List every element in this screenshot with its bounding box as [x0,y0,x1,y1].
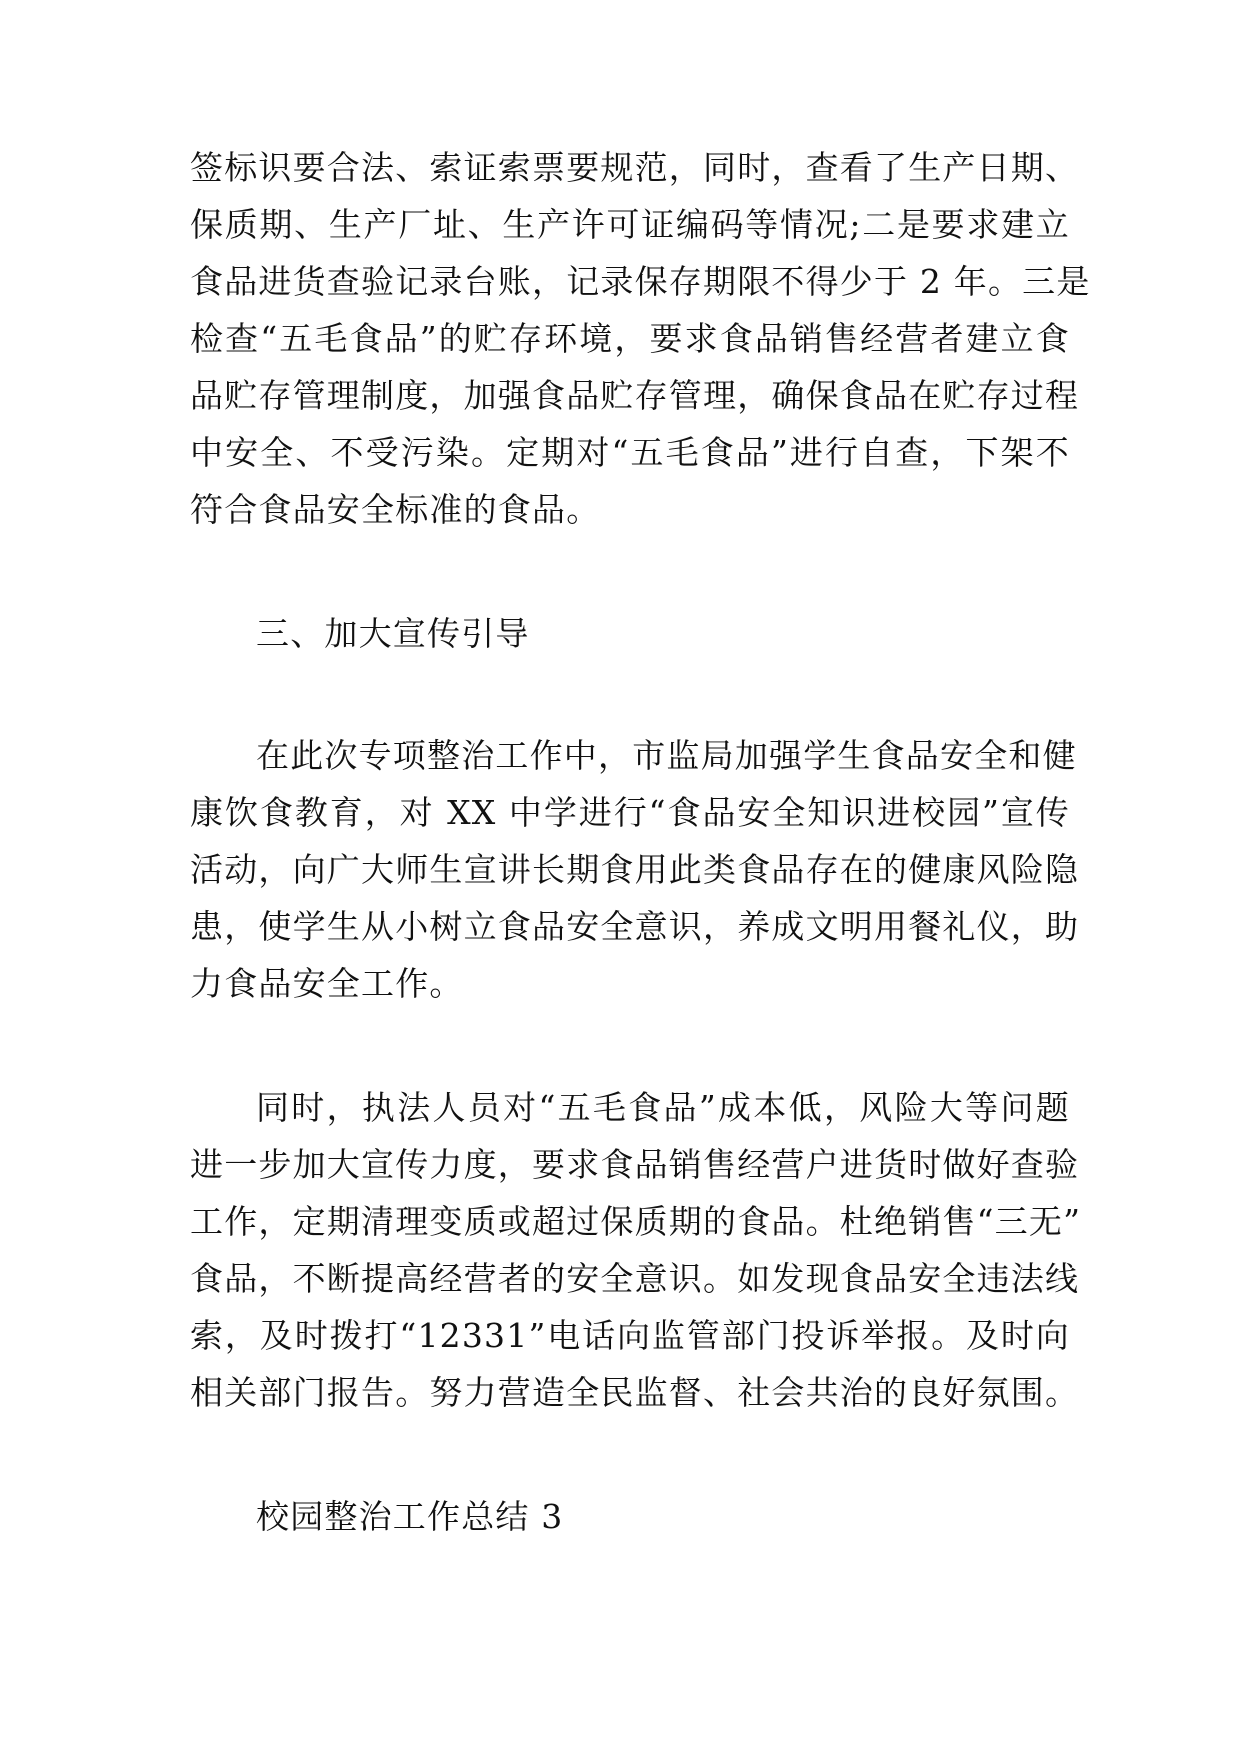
paragraph-2-line-2: 康饮食教育，对 XX 中学进行“食品安全知识进校园”宣传 [190,793,1070,832]
paragraph-3-line-6: 相关部门报告。努力营造全民监督、社会共治的良好氛围。 [190,1373,1080,1412]
paragraph-2-line-4: 患，使学生从小树立食品安全意识，养成文明用餐礼仪，助 [190,907,1080,946]
paragraph-1-line-7: 符合食品安全标准的食品。 [190,490,601,529]
paragraph-1-line-4: 检查“五毛食品”的贮存环境，要求食品销售经营者建立食 [190,319,1070,358]
paragraph-1-line-6: 中安全、不受污染。定期对“五毛食品”进行自查，下架不 [190,433,1070,472]
paragraph-3-line-2: 进一步加大宣传力度，要求食品销售经营户进货时做好查验 [190,1145,1080,1184]
paragraph-2-line-1: 在此次专项整治工作中，市监局加强学生食品安全和健 [256,736,1077,775]
paragraph-3-line-5: 索，及时拨打“12331”电话向监管部门投诉举报。及时向 [190,1316,1070,1355]
paragraph-2-line-3: 活动，向广大师生宣讲长期食用此类食品存在的健康风险隐 [190,850,1080,889]
paragraph-3-line-4: 食品，不断提高经营者的安全意识。如发现食品安全违法线 [190,1259,1080,1298]
paragraph-1-line-2: 保质期、生产厂址、生产许可证编码等情况;二是要求建立 [190,205,1070,244]
paragraph-3-line-3: 工作，定期清理变质或超过保质期的食品。杜绝销售“三无” [190,1202,1082,1241]
section-title: 校园整治工作总结 3 [256,1497,564,1536]
paragraph-1-line-5: 品贮存管理制度，加强食品贮存管理，确保食品在贮存过程 [190,376,1080,415]
paragraph-2-line-5: 力食品安全工作。 [190,964,464,1003]
paragraph-1-line-3: 食品进货查验记录台账，记录保存期限不得少于 2 年。三是 [190,262,1091,301]
paragraph-1-line-1: 签标识要合法、索证索票要规范，同时，查看了生产日期、 [190,148,1080,187]
section-heading: 三、加大宣传引导 [256,614,530,653]
paragraph-3-line-1: 同时，执法人员对“五毛食品”成本低，风险大等问题 [256,1088,1070,1127]
